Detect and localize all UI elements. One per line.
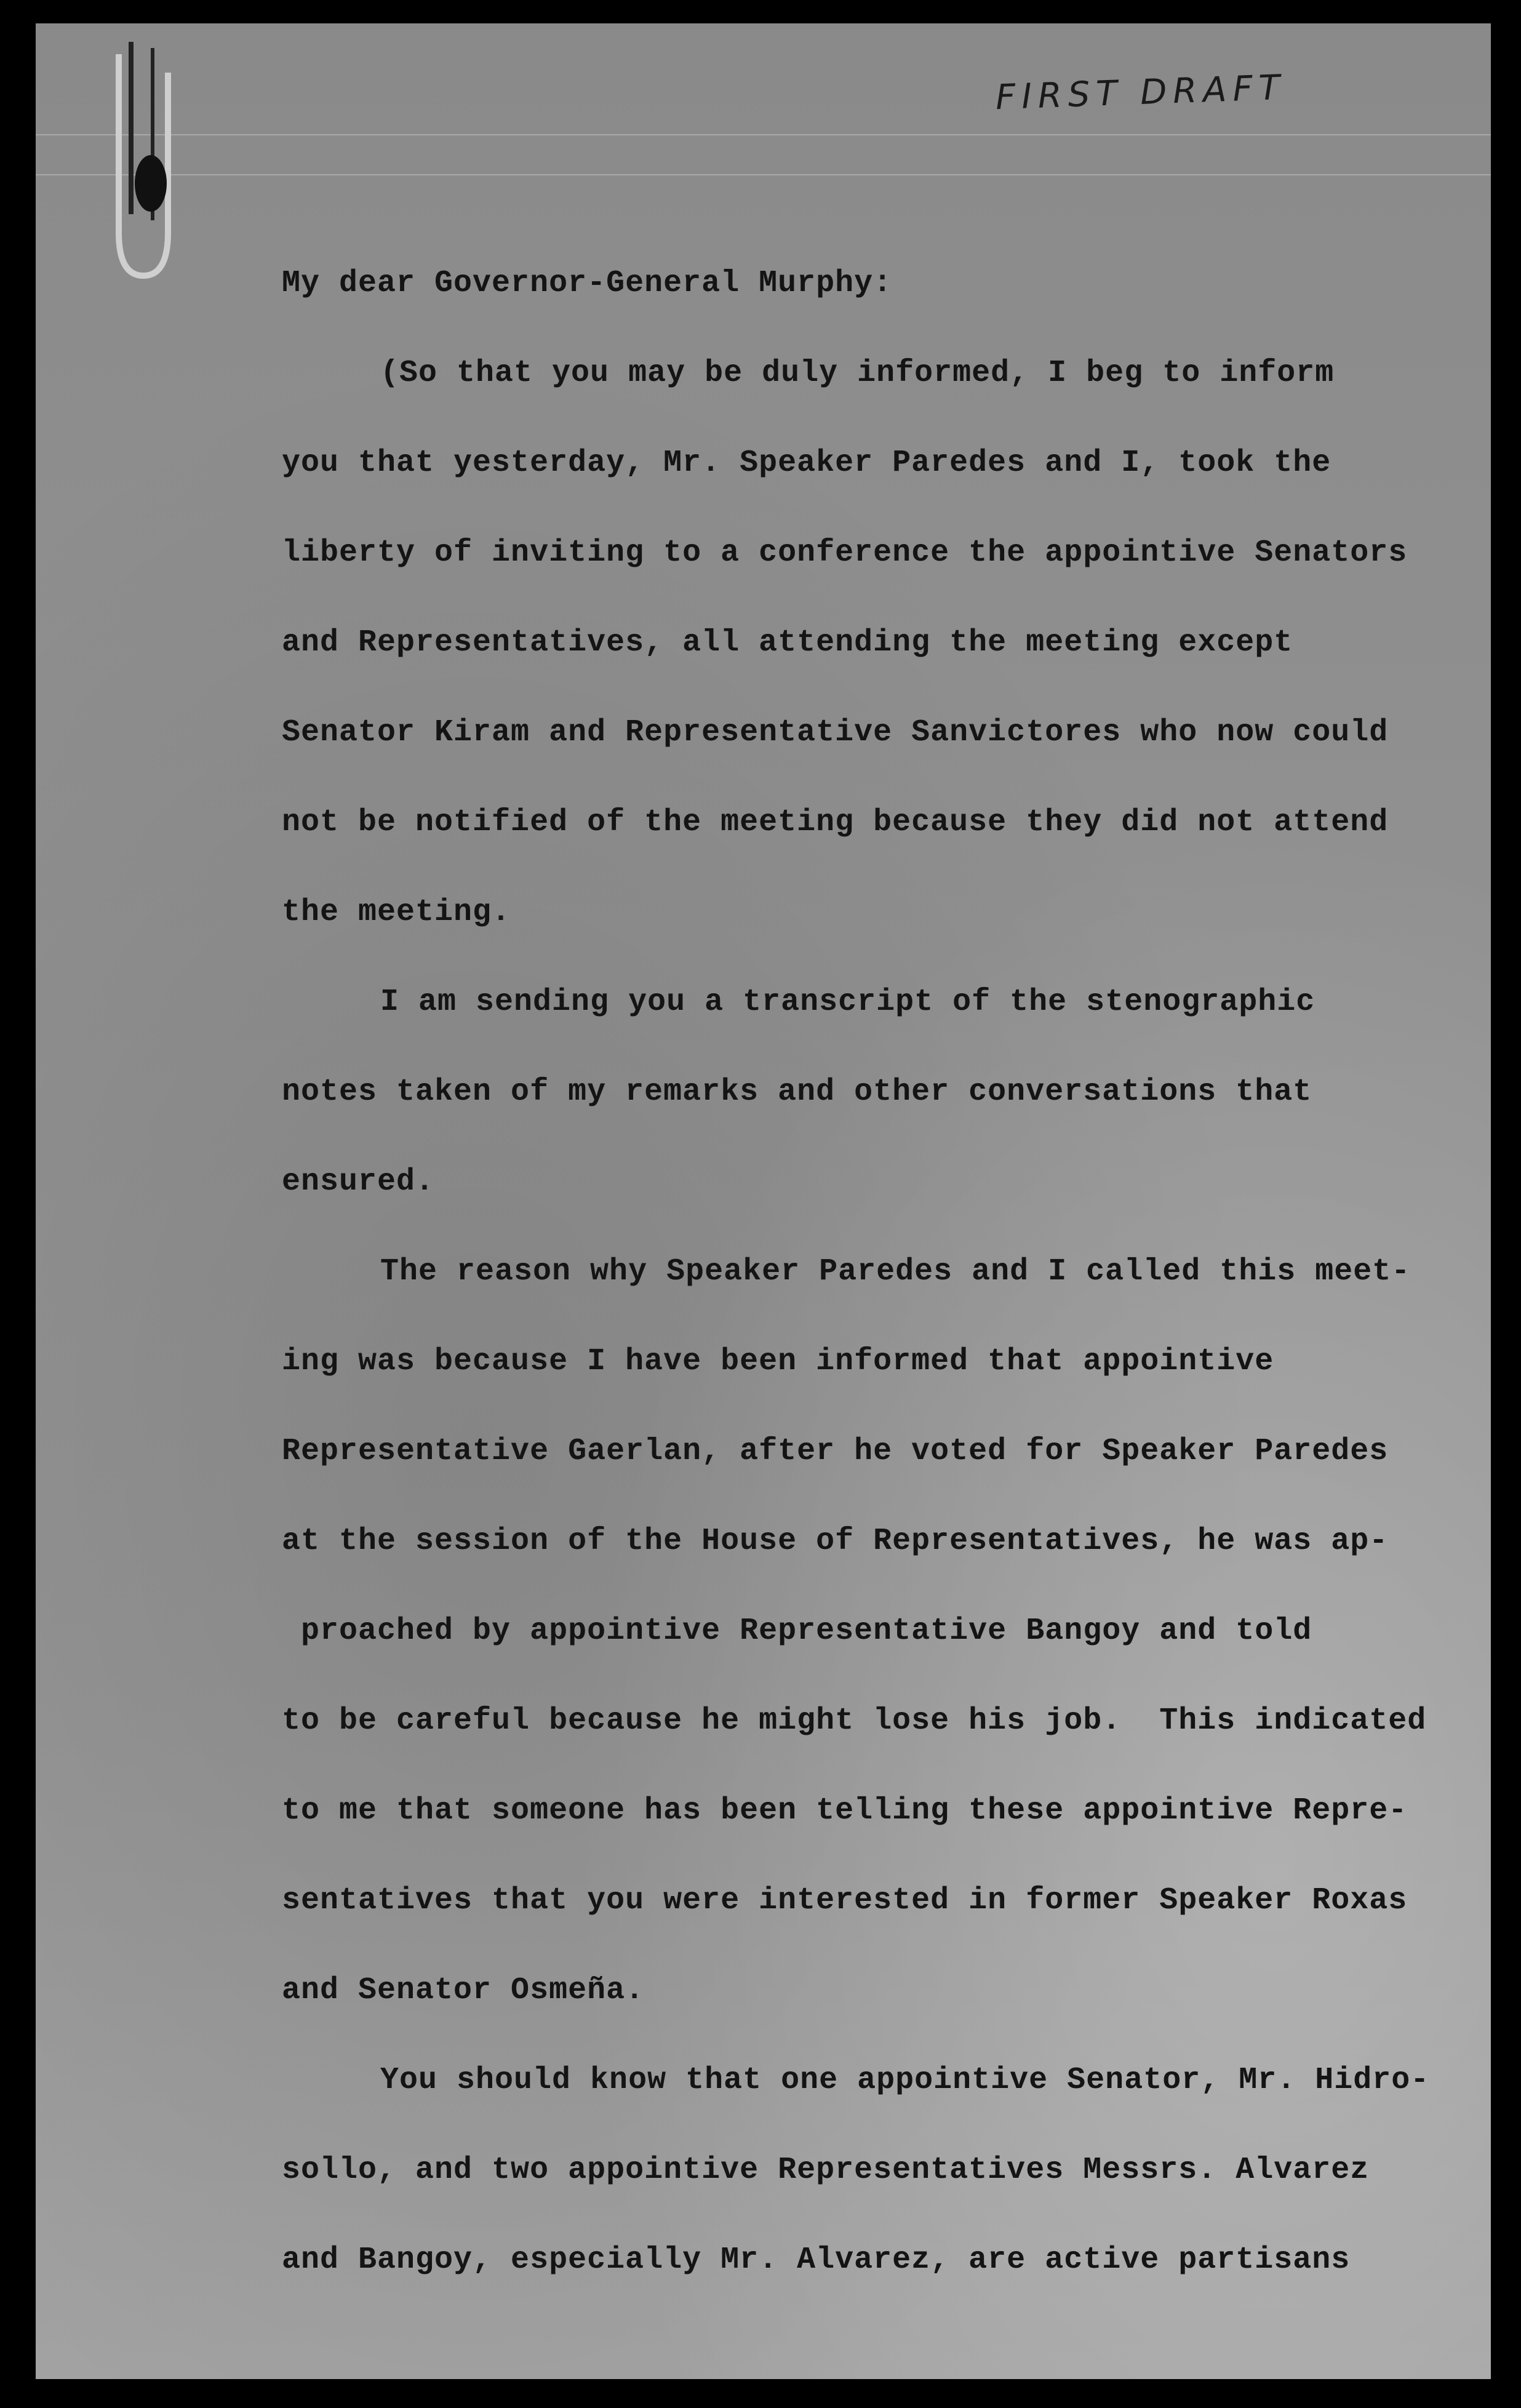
letter-line: liberty of inviting to a conference the appointive Senators bbox=[282, 535, 1408, 570]
letter-line: notes taken of my remarks and other conversations that bbox=[282, 1074, 1312, 1110]
paper-clip-icon bbox=[94, 30, 186, 288]
letter-line: sollo, and two appointive Representatives Messrs. Alvarez bbox=[282, 2153, 1370, 2188]
letter-line: Senator Kiram and Representative Sanvictores who now could bbox=[282, 715, 1389, 750]
draft-annotation: FIRST DRAFT bbox=[995, 67, 1287, 118]
letter-body bbox=[282, 239, 1451, 2305]
fold-line bbox=[36, 174, 1491, 175]
letter-line: and Bangoy, especially Mr. Alvarez, are active partisans bbox=[282, 2242, 1351, 2278]
letter-line: sentatives that you were interested in former Speaker Roxas bbox=[282, 1883, 1408, 1918]
letter-line: at the session of the House of Representatives, he was ap- bbox=[282, 1524, 1389, 1559]
letter-line: ing was because I have been informed that appointive bbox=[282, 1344, 1274, 1379]
letter-line: to me that someone has been telling these appointive Repre- bbox=[282, 1793, 1408, 1828]
letter-line: and Representatives, all attending the meeting except bbox=[282, 625, 1293, 660]
letter-line: not be notified of the meeting because they did not attend bbox=[282, 805, 1389, 840]
letter-line: Representative Gaerlan, after he voted for Speaker Paredes bbox=[282, 1434, 1389, 1469]
letter-line: (So that you may be duly informed, I beg to inform bbox=[380, 356, 1335, 391]
letter-line: You should know that one appointive Senator, Mr. Hidro- bbox=[380, 2063, 1430, 2098]
letter-line: proached by appointive Representative Bangoy and told bbox=[282, 1614, 1312, 1649]
salutation: My dear Governor-General Murphy: bbox=[282, 266, 893, 301]
fold-line bbox=[36, 134, 1491, 135]
letter-line: and Senator Osmeña. bbox=[282, 1973, 645, 2008]
document-page bbox=[36, 23, 1491, 2379]
letter-line: ensured. bbox=[282, 1164, 435, 1199]
letter-line: I am sending you a transcript of the stenographic bbox=[380, 985, 1315, 1020]
letter-line: the meeting. bbox=[282, 895, 511, 930]
letter-line: to be careful because he might lose his job. This indicated bbox=[282, 1703, 1427, 1738]
letter-line: The reason why Speaker Paredes and I called this meet- bbox=[380, 1254, 1411, 1289]
letter-line: you that yesterday, Mr. Speaker Paredes and I, took the bbox=[282, 446, 1331, 481]
